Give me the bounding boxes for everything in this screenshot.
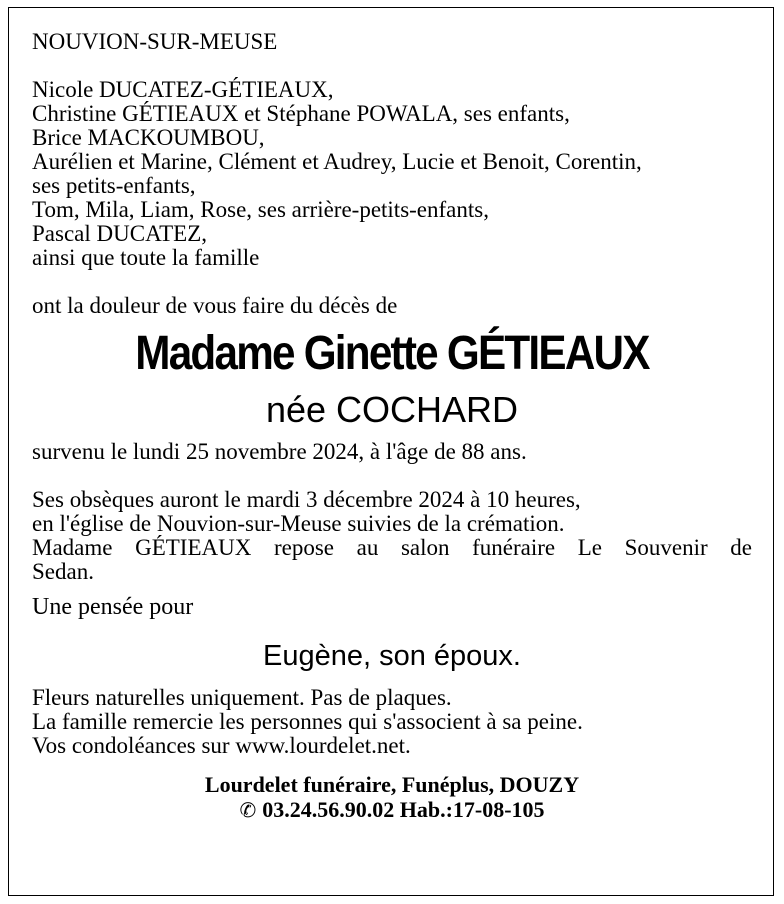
- obituary-notice: [32, 30, 752, 823]
- family-line: ses petits-enfants,: [32, 173, 196, 198]
- announcement-text: ont la douleur de vous faire du décès de: [32, 293, 398, 318]
- family-line: Aurélien et Marine, Clément et Audrey, Lucie et Benoit, Corentin,: [32, 149, 642, 174]
- thought-intro: Une pensée pour: [32, 594, 194, 620]
- family-line: Tom, Mila, Liam, Rose, ses arrière-petits-enfants,: [32, 197, 489, 222]
- notes-block: [32, 686, 752, 758]
- family-line: ainsi que toute la famille: [32, 245, 260, 270]
- deceased-name: Madame Ginette GÉTIEAUX: [135, 327, 649, 380]
- spouse-name: Eugène, son époux.: [263, 640, 521, 672]
- funeral-line: Sedan.: [32, 559, 94, 584]
- family-line: Pascal DUCATEZ,: [32, 221, 208, 246]
- funeral-details: [32, 488, 752, 584]
- family-line: Christine GÉTIEAUX et Stéphane POWALA, ses enfants,: [32, 101, 570, 126]
- family-list: [32, 78, 752, 270]
- phone-icon: ✆: [239, 798, 257, 822]
- note-line: La famille remercie les personnes qui s'associent à sa peine.: [32, 709, 583, 734]
- death-info: survenu le lundi 25 novembre 2024, à l'âge de 88 ans.: [32, 439, 527, 464]
- phone-line: [32, 797, 752, 823]
- phone-number: 03.24.56.90.02 Hab.:17-08-105: [262, 797, 545, 822]
- funeral-line: en l'église de Nouvion-sur-Meuse suivies de la crémation.: [32, 511, 565, 536]
- family-line: Nicole DUCATEZ-GÉTIEAUX,: [32, 77, 334, 102]
- note-line: Fleurs naturelles uniquement. Pas de plaques.: [32, 685, 452, 710]
- note-line: Vos condoléances sur www.lourdelet.net.: [32, 733, 411, 758]
- funeral-company: Lourdelet funéraire, Funéplus, DOUZY: [204, 772, 580, 797]
- funeral-line: Ses obsèques auront le mardi 3 décembre 2024 à 10 heures,: [32, 487, 581, 512]
- maiden-name: née COCHARD: [265, 389, 519, 430]
- town-heading: NOUVION-SUR-MEUSE: [32, 29, 278, 54]
- funeral-line: Madame GÉTIEAUX repose au salon funéraire Le Souvenir de: [32, 535, 752, 560]
- family-line: Brice MACKOUMBOU,: [32, 125, 265, 150]
